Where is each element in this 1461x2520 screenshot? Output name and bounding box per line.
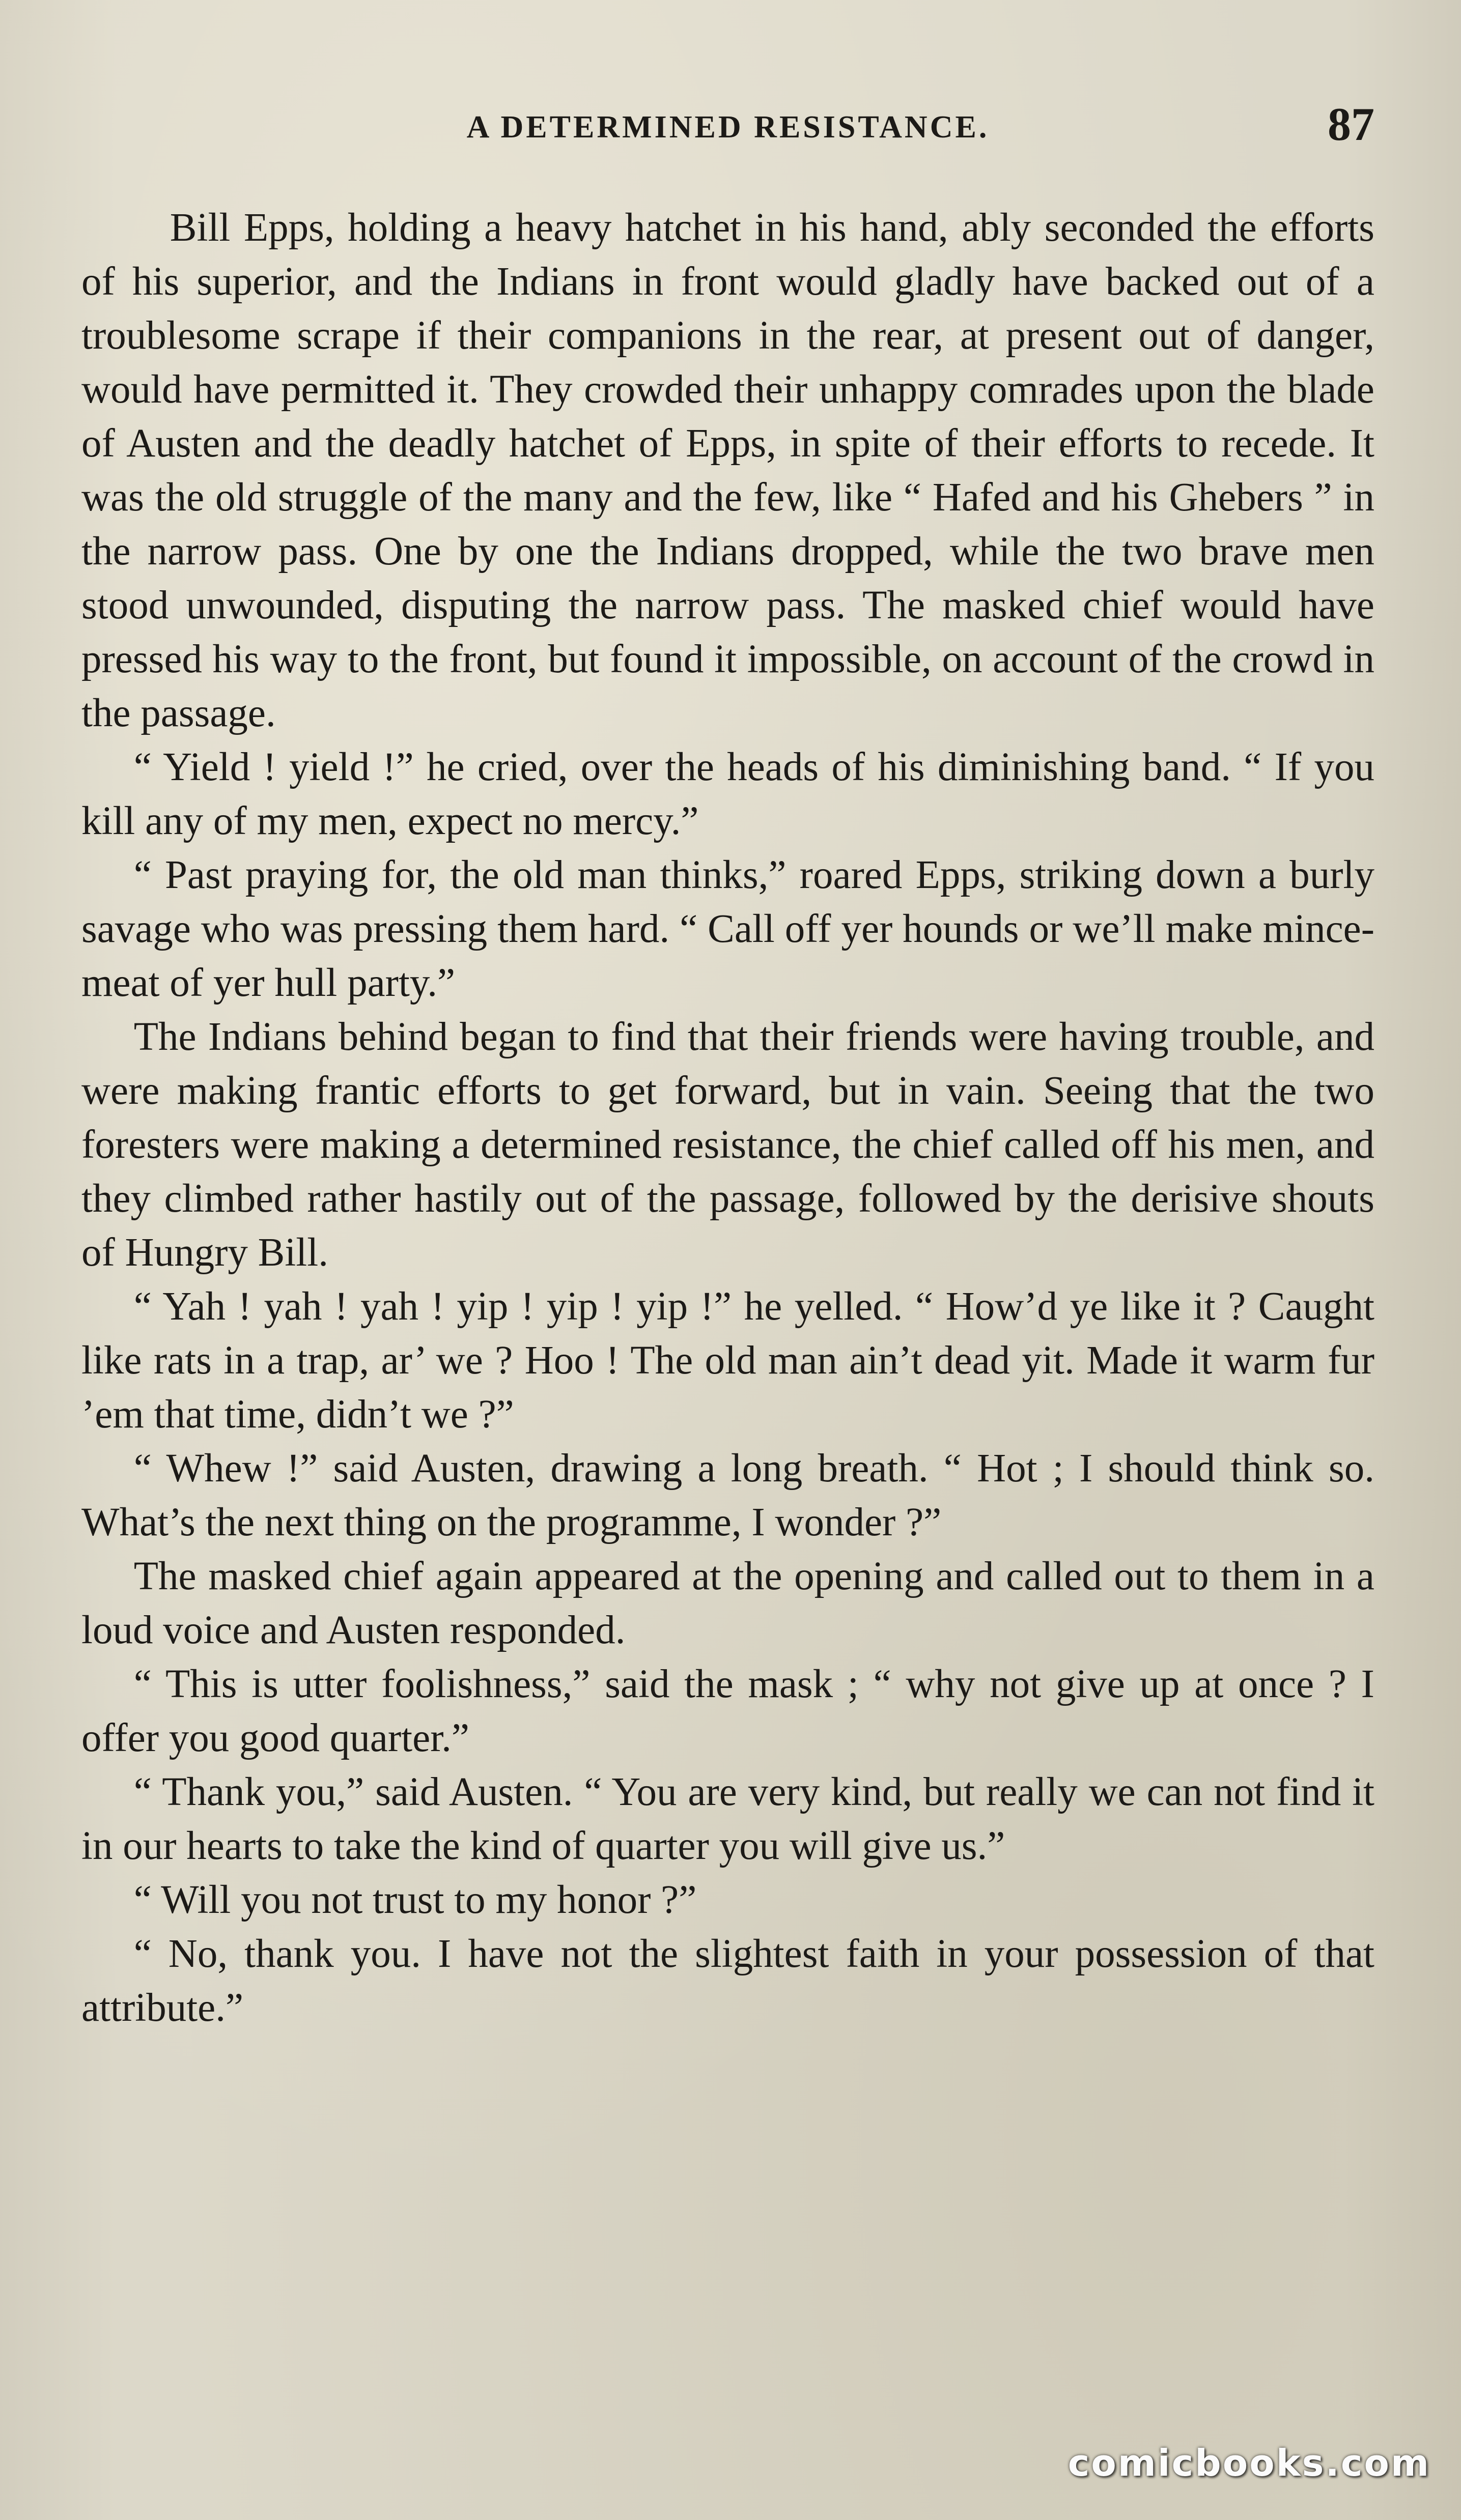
paragraph: “ Yield ! yield !” he cried, over the heads of his diminishing band. “ If you kill any of my men, expect no mercy.”: [81, 745, 1374, 843]
running-title: A DETERMINED RESISTANCE.: [466, 110, 990, 145]
paragraph: “ Thank you,” said Austen. “ You are very kind, but really we can not find it in our hearts to take the kind of quarter you will give us.”: [81, 1770, 1374, 1868]
paragraph: “ Past praying for, the old man thinks,” roared Epps, striking down a burly savage who was pressing them hard. “ Call off yer hounds or we’ll make mince-meat of yer hull party.”: [81, 853, 1374, 1005]
paragraph: “ This is utter foolishness,” said the mask ; “ why not give up at once ? I offer you good quarter.”: [81, 1662, 1374, 1760]
body-text: [81, 201, 1374, 2035]
paragraph: Bill Epps, holding a heavy hatchet in his hand, ably seconded the efforts of his superior, and the Indians in front would gladly have backed out of a troublesome scrape if their companions in the rear, at present out of danger, would have permitted it. They crowded their unhappy comrades upon the blade of Austen and the deadly hatchet of Epps, in spite of their efforts to recede. It was the old struggle of the many and the few, like “ Hafed and his Ghebers ” in the narrow pass. One by one the Indians dropped, while the two brave men stood unwounded, disputing the narrow pass. The masked chief would have pressed his way to the front, but found it impossible, on account of the crowd in the passage.: [81, 206, 1374, 735]
paragraph: The Indians behind began to find that their friends were having trouble, and were making frantic efforts to get forward, but in vain. Seeing that the two foresters were making a determined resistance, the chief called off his men, and they climbed rather hastily out of the passage, followed by the derisive shouts of Hungry Bill.: [81, 1015, 1374, 1275]
paragraph: “ Whew !” said Austen, drawing a long breath. “ Hot ; I should think so. What’s the next thing on the programme, I wonder ?”: [81, 1446, 1374, 1544]
page-number: 87: [1328, 98, 1374, 150]
paragraph: “ Yah ! yah ! yah ! yip ! yip ! yip !” he yelled. “ How’d ye like it ? Caught like rats in a trap, ar’ we ? Hoo ! The old man ain’t dead yit. Made it warm fur ’em that time, didn’t we ?”: [81, 1284, 1374, 1437]
paragraph: “ No, thank you. I have not the slightest faith in your possession of that attribute.”: [81, 1932, 1374, 2030]
paragraph: The masked chief again appeared at the opening and called out to them in a loud voice and Austen responded.: [81, 1554, 1374, 1652]
running-head: [81, 98, 1374, 153]
watermark: comicbooks.com: [1067, 2442, 1430, 2484]
paragraph: “ Will you not trust to my honor ?”: [133, 1878, 697, 1922]
